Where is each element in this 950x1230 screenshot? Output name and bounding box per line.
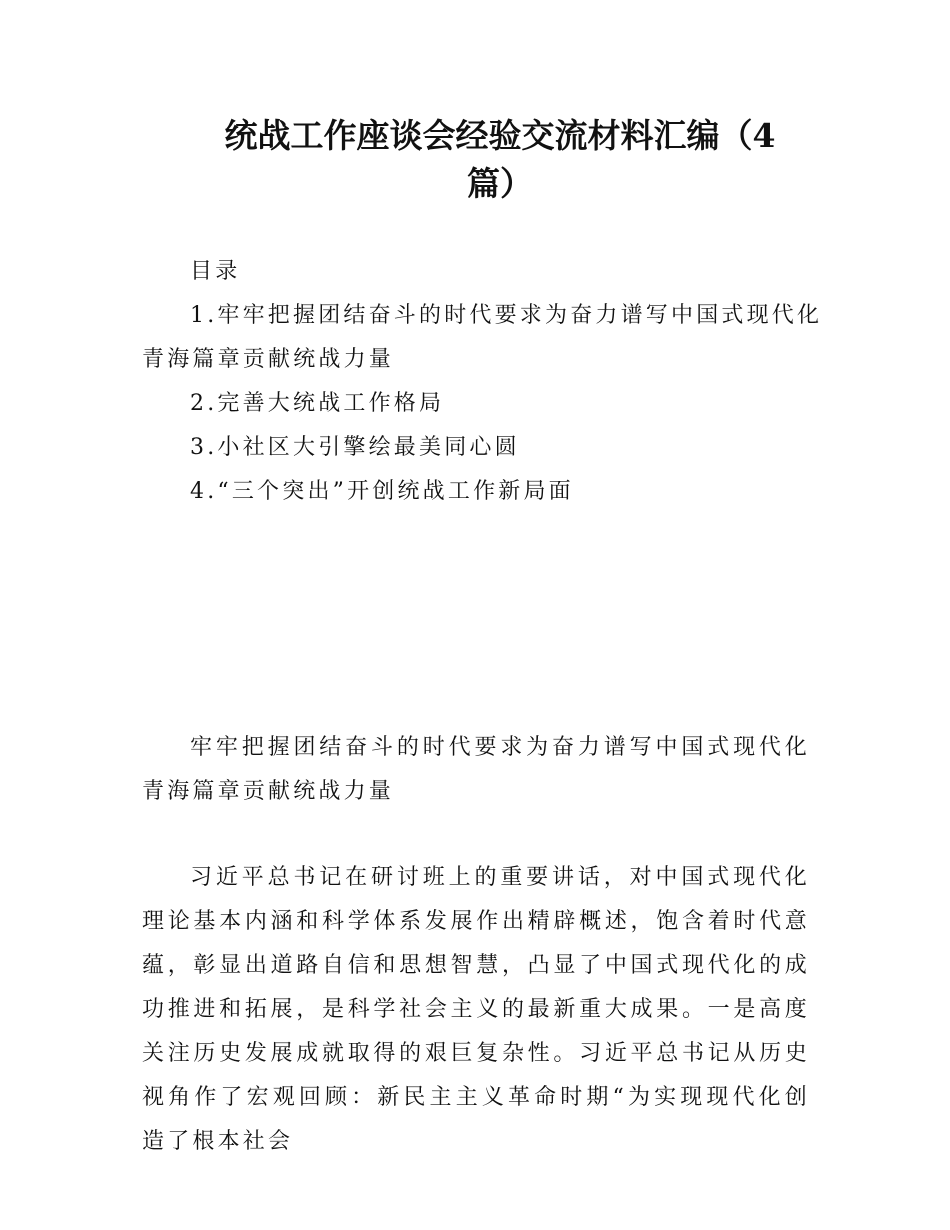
toc-item-2: 2.完善大统战工作格局	[190, 391, 445, 416]
toc-heading: 目录	[190, 259, 241, 284]
document-title: 统战工作座谈会经验交流材料汇编（4篇）	[224, 116, 776, 203]
toc-item-4: 4.“三个突出”开创统战工作新局面	[190, 479, 574, 504]
section-heading	[142, 726, 810, 814]
toc-item-1: 1.牢牢把握团结奋斗的时代要求为奋力谱写中国式现代化	[190, 303, 823, 328]
paragraph-text: 习近平总书记在研讨班上的重要讲话，对中国式现代化理论基本内涵和科学体系发展作出精辟概述，饱含着时代意蕴，彰显出道路自信和思想智慧，凸显了中国式现代化的成功推进和拓展，是科学社会主义的最新重大成果。一是高度关注历史发展成就取得的艰巨复杂性。习近平总书记从历史视角作了宏观回顾：新民主主义革命时期“为实现现代化创造了根本社会	[142, 865, 810, 1154]
toc-item-3: 3.小社区大引擎绘最美同心圆	[190, 435, 520, 460]
table-of-contents	[142, 250, 823, 514]
section-title-text: 牢牢把握团结奋斗的时代要求为奋力谱写中国式现代化青海篇章贡献统战力量	[142, 735, 810, 804]
toc-item-1-continued: 青海篇章贡献统战力量	[142, 347, 395, 372]
body-paragraph	[142, 856, 810, 1164]
